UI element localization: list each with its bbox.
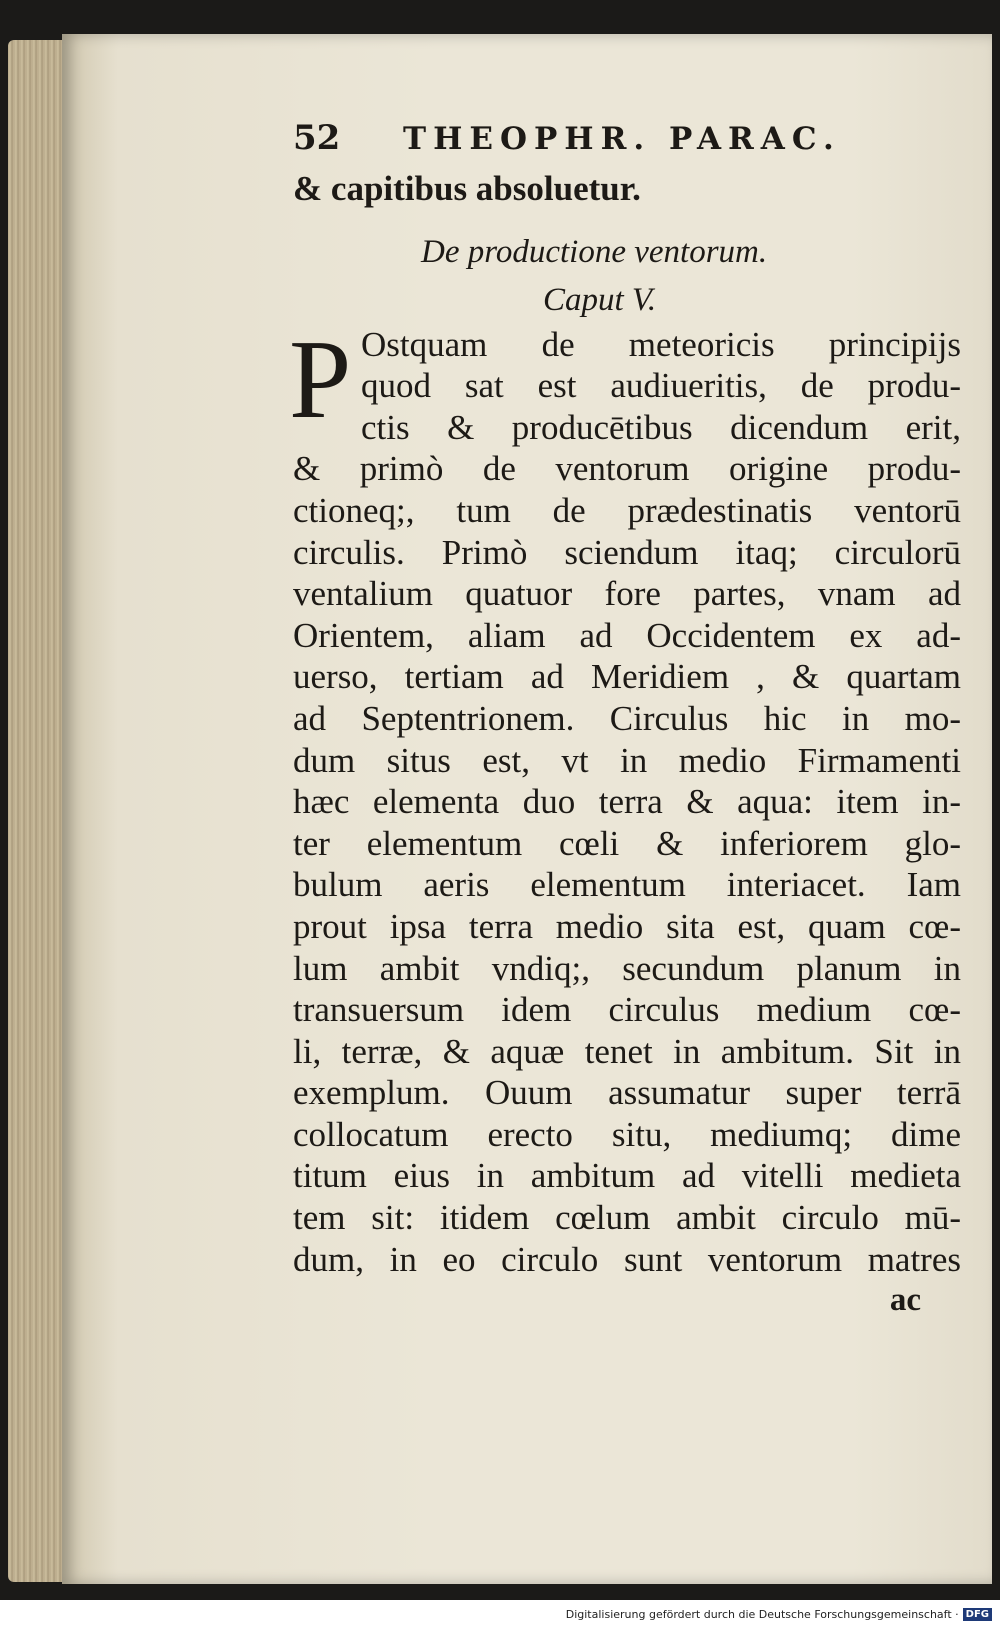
text-line: tem sit: itidem cœlum ambit circulo mū- [293,1198,961,1238]
digitization-credit: Digitalisierung gefördert durch die Deutsche Forschungsgemeinschaft · [565,1607,959,1621]
text-line: quod sat est audiueritis, de produ- [361,366,961,406]
text-line: prout ipsa terra medio sita est, quam cœ- [293,906,961,946]
text-line: ctis & producētibus dicendum erit, [361,407,961,447]
dfg-logo: DFG [963,1608,992,1621]
text-line: hæc elementa duo terra & aqua: item in- [293,782,961,822]
text-line: ventalium quatuor fore partes, vnam ad [293,574,961,614]
running-title: THEOPHR. PARAC. [403,121,841,157]
body-text [289,317,961,1281]
text-line: titum eius in ambitum ad vitelli medieta [293,1156,961,1196]
text-line: exemplum. Ouum assumatur super terrā [293,1073,961,1113]
text-line: ad Septentrionem. Circulus hic in mo- [293,698,961,738]
text-line: transuersum idem circulus medium cœ- [293,990,961,1030]
footer-bar [0,1600,1000,1628]
text-line: & primò de ventorum origine produ- [293,449,961,489]
text-line: dum situs est, vt in medio Firmamenti [293,740,961,780]
text-line: li, terræ, & aquæ tenet in ambitum. Sit in [293,1031,961,1071]
text-line: ctioneq;, tum de prædestinatis ventorū [293,490,961,530]
carryover-line: & capitibus absoluetur. [293,169,641,208]
text-line: Orientem, aliam ad Occidentem ex ad- [293,615,961,655]
running-head [293,118,961,168]
drop-cap: P [289,317,352,442]
chapter-number: Caput V. [543,281,657,318]
page-number: 52 [293,118,341,158]
text-line: Ostquam de meteoricis principijs [361,324,961,364]
text-line: bulum aeris elementum interiacet. Iam [293,865,961,905]
text-line: circulis. Primò sciendum itaq; circulorū [293,532,961,572]
text-line: lum ambit vndiq;, secundum planum in [293,948,961,988]
text-line: dum, in eo circulo sunt ventorum matres [293,1239,961,1279]
text-column [289,118,961,1319]
text-line: collocatum erecto situ, mediumq; dime [293,1114,961,1154]
text-line: uerso, tertiam ad Meridiem , & quartam [293,657,961,697]
catchword: ac [889,1282,921,1319]
chapter-heading: De productione ventorum. [421,233,768,270]
text-line: ter elementum cœli & inferiorem glo- [293,823,961,863]
